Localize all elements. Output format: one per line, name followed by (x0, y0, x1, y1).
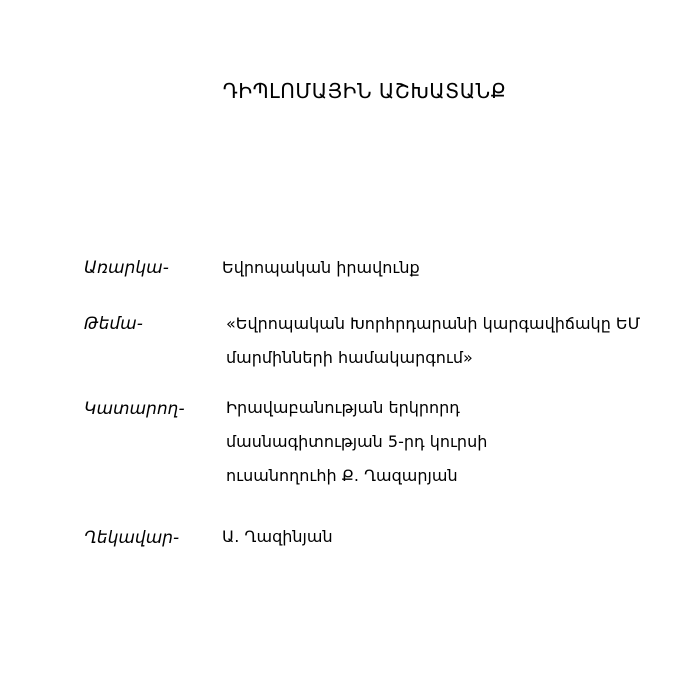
author-line-3: ուսանողուհի Ք. Ղազարյան (226, 466, 458, 485)
author-line-2: մասնագիտության 5-րդ կուրսի (226, 432, 488, 451)
advisor-label: Ղեկավար- (84, 528, 180, 548)
author-line-1: Իրավաբանության երկրորդ (226, 398, 460, 417)
advisor-value-text: Ա. Ղազինյան (222, 527, 333, 546)
topic-label: Թեմա- (84, 314, 143, 334)
subject-value-text: Եվրոպական իրավունք (222, 258, 420, 277)
subject-value (222, 251, 420, 285)
advisor-value (222, 520, 333, 554)
subject-label: Առարկա- (84, 258, 169, 278)
document-title: ԴԻՊԼՈՄԱՅԻՆ ԱՇԽԱՏԱՆՔ (222, 79, 507, 103)
topic-value (226, 307, 640, 375)
author-value (226, 391, 487, 493)
topic-line-1: «Եվրոպական Խորհրդարանի կարգավիճակը ԵՄ (226, 314, 641, 333)
author-label: Կատարող- (84, 399, 185, 419)
topic-line-2: մարմինների համակարգում» (226, 348, 473, 367)
